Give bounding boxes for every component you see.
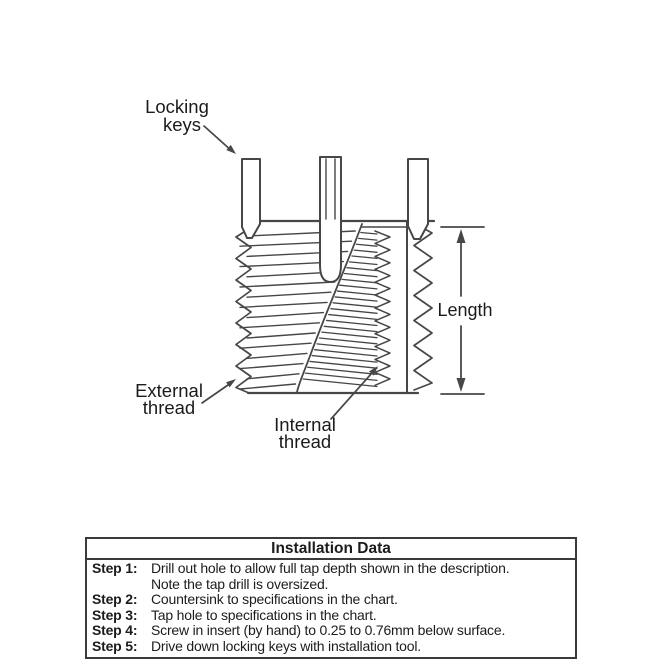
locking-key-right	[408, 159, 428, 239]
step-text: Drill out hole to allow full tap depth shown in the description.	[151, 560, 510, 576]
dimension-arrow-down-icon	[457, 378, 466, 392]
table-row	[87, 577, 575, 593]
step-label: Step 4:	[92, 622, 138, 639]
thread-line	[324, 326, 377, 331]
thread-line	[310, 361, 377, 368]
thread-line	[240, 343, 311, 348]
step-label: Step 3:	[92, 606, 138, 623]
thread-line	[312, 356, 377, 363]
step-text: Tap hole to specifications in the chart.	[151, 606, 377, 623]
thread-line	[344, 274, 377, 277]
thread-line	[337, 291, 377, 295]
label-internal-thread-line2: thread	[278, 431, 332, 452]
step-text: Countersink to specifications in the chart.	[151, 591, 398, 608]
thread-line	[240, 384, 296, 389]
thread-line	[361, 233, 377, 234]
label-locking-keys-line1: Locking	[145, 96, 209, 117]
thread-line	[354, 250, 377, 252]
thread-line	[308, 367, 377, 374]
dimension-arrow-up-icon	[457, 229, 466, 243]
thread-line	[247, 353, 307, 358]
label-internal-thread-line1: Internal	[274, 414, 336, 435]
external-thread-arrow-icon	[202, 379, 236, 403]
table-row	[87, 608, 575, 624]
thread-line	[247, 374, 299, 379]
label-external-thread-line2: thread	[142, 397, 196, 418]
thread-line	[331, 309, 377, 314]
thread-line	[342, 279, 377, 282]
thread-line	[240, 323, 319, 328]
thread-line	[247, 333, 315, 338]
thread-line	[347, 268, 377, 271]
thread-line	[333, 303, 377, 307]
table-row	[87, 561, 575, 577]
table-row	[87, 639, 575, 655]
thread-line	[240, 364, 303, 369]
thread-line	[340, 285, 377, 289]
external-thread-profile-right	[414, 223, 432, 390]
thread-line	[349, 262, 377, 265]
thread-line	[352, 256, 377, 258]
thread-line	[319, 338, 377, 344]
label-external-thread-line1: External	[135, 380, 203, 401]
thread-line	[322, 332, 377, 338]
step-text: Screw in insert (by hand) to 0.25 to 0.76mm below surface.	[151, 622, 506, 639]
table-row	[87, 592, 575, 608]
center-pin-body	[320, 157, 341, 282]
locking-keys-arrow-icon	[204, 126, 236, 154]
thread-line	[315, 350, 377, 356]
locking-key-left	[242, 159, 260, 238]
step-label: Step 5:	[92, 637, 138, 654]
thread-line	[240, 302, 327, 307]
center-pin	[320, 157, 341, 282]
label-locking-keys-line2: keys	[162, 114, 202, 135]
step-label: Step 1:	[92, 560, 138, 576]
thread-line	[335, 297, 377, 301]
thread-line	[317, 344, 377, 350]
label-length: Length	[437, 300, 493, 320]
thread-line	[240, 282, 335, 287]
step-text: Drive down locking keys with installation tool.	[151, 637, 421, 654]
thread-line	[247, 292, 331, 297]
installation-data-table	[85, 537, 577, 659]
diagram-labels	[135, 96, 492, 452]
thread-line	[356, 244, 377, 246]
thread-line	[327, 320, 377, 325]
step-text: Note the tap drill is oversized.	[151, 575, 329, 592]
table-row	[87, 623, 575, 639]
step-label: Step 2:	[92, 591, 138, 608]
thread-line	[329, 315, 377, 320]
table-title: Installation Data	[87, 539, 575, 560]
insert-drawing	[202, 126, 484, 419]
thread-line	[247, 313, 323, 318]
step-label	[87, 577, 151, 593]
table-body	[87, 560, 575, 657]
thread-line	[359, 238, 377, 240]
